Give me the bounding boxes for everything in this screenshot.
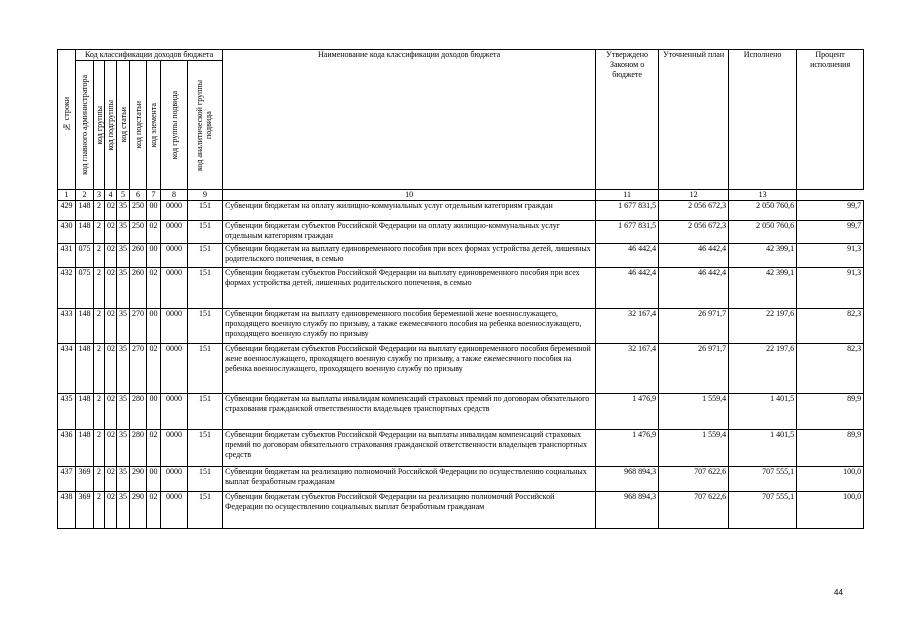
row-number: 432 xyxy=(58,268,76,309)
execution-percent: 99,7 xyxy=(797,201,864,221)
table-row xyxy=(58,344,864,394)
column-number: 3 xyxy=(94,190,105,201)
executed-amount: 2 050 760,6 xyxy=(729,201,797,221)
element-code: 02 xyxy=(147,344,161,394)
subgroup-code: 02 xyxy=(105,394,117,430)
header-article: код статьи xyxy=(118,107,128,143)
subarticle-code: 290 xyxy=(130,467,147,492)
article-code: 35 xyxy=(117,430,130,467)
approved-amount: 32 167,4 xyxy=(596,309,659,344)
subgroup-code: 02 xyxy=(105,268,117,309)
admin-code: 075 xyxy=(76,244,94,268)
row-number: 433 xyxy=(58,309,76,344)
revenue-name: Субвенции бюджетам субъектов Российской Федерации на выплаты инвалидам компенсаций страховых премий по договорам обязательного страхования гражданской ответственности владельцев транспортных средств xyxy=(223,430,596,467)
executed-amount: 22 197,6 xyxy=(729,309,797,344)
column-number: 13 xyxy=(729,190,797,201)
refined-plan-amount: 1 559,4 xyxy=(659,430,729,467)
header-subarticle-cell xyxy=(130,61,147,190)
refined-plan-amount: 26 971,7 xyxy=(659,309,729,344)
article-code: 35 xyxy=(117,201,130,221)
element-code: 00 xyxy=(147,309,161,344)
subgroup-code: 02 xyxy=(105,221,117,244)
header-name: Наименование кода классификации доходов бюджета xyxy=(223,50,596,190)
analytic-code: 151 xyxy=(188,221,223,244)
analytic-code: 151 xyxy=(188,268,223,309)
executed-amount: 22 197,6 xyxy=(729,344,797,394)
admin-code: 148 xyxy=(76,201,94,221)
article-code: 35 xyxy=(117,394,130,430)
analytic-code: 151 xyxy=(188,244,223,268)
table-row xyxy=(58,467,864,492)
column-number: 7 xyxy=(147,190,161,201)
article-code: 35 xyxy=(117,244,130,268)
column-number: 10 xyxy=(223,190,596,201)
admin-code: 369 xyxy=(76,467,94,492)
refined-plan-amount: 2 056 672,3 xyxy=(659,221,729,244)
subgroup-code: 02 xyxy=(105,467,117,492)
revenue-name: Субвенции бюджетам на выплаты инвалидам компенсаций страховых премий по договорам обязательного страхования гражданской ответственности владельцев транспортных средств xyxy=(223,394,596,430)
subtype-group-code: 0000 xyxy=(161,268,188,309)
group-code: 2 xyxy=(94,467,105,492)
column-number: 4 xyxy=(105,190,117,201)
header-group-cell xyxy=(94,61,105,190)
header-admin-cell xyxy=(76,61,94,190)
header-percent: Процент исполнения xyxy=(797,50,864,190)
refined-plan-amount: 2 056 672,3 xyxy=(659,201,729,221)
table-row xyxy=(58,221,864,244)
admin-code: 148 xyxy=(76,394,94,430)
subgroup-code: 02 xyxy=(105,244,117,268)
header-refined: Уточненный план xyxy=(659,50,729,190)
subarticle-code: 290 xyxy=(130,492,147,529)
approved-amount: 1 677 831,5 xyxy=(596,221,659,244)
element-code: 00 xyxy=(147,467,161,492)
article-code: 35 xyxy=(117,268,130,309)
execution-percent: 99,7 xyxy=(797,221,864,244)
group-code: 2 xyxy=(94,394,105,430)
element-code: 02 xyxy=(147,492,161,529)
subtype-group-code: 0000 xyxy=(161,467,188,492)
table-row xyxy=(58,268,864,309)
group-code: 2 xyxy=(94,344,105,394)
refined-plan-amount: 707 622,6 xyxy=(659,492,729,529)
group-code: 2 xyxy=(94,430,105,467)
execution-percent: 100,0 xyxy=(797,467,864,492)
executed-amount: 707 555,1 xyxy=(729,467,797,492)
execution-percent: 91,3 xyxy=(797,244,864,268)
element-code: 02 xyxy=(147,430,161,467)
executed-amount: 42 399,1 xyxy=(729,244,797,268)
row-number: 436 xyxy=(58,430,76,467)
executed-amount: 1 401,5 xyxy=(729,430,797,467)
admin-code: 075 xyxy=(76,268,94,309)
article-code: 35 xyxy=(117,492,130,529)
analytic-code: 151 xyxy=(188,394,223,430)
refined-plan-amount: 1 559,4 xyxy=(659,394,729,430)
header-article-cell xyxy=(117,61,130,190)
revenue-name: Субвенции бюджетам на оплату жилищно-коммунальных услуг отдельным категориям граждан xyxy=(223,201,596,221)
article-code: 35 xyxy=(117,467,130,492)
table-row xyxy=(58,492,864,529)
subarticle-code: 250 xyxy=(130,201,147,221)
refined-plan-amount: 46 442,4 xyxy=(659,268,729,309)
header-approved: Утверждено Законом о бюджете xyxy=(596,50,659,190)
group-code: 2 xyxy=(94,201,105,221)
revenue-name: Субвенции бюджетам субъектов Российской Федерации на выплату единовременного пособия при всех формах устройства детей, лишенных родительского попечения, в семью xyxy=(223,268,596,309)
approved-amount: 46 442,4 xyxy=(596,268,659,309)
column-number: 12 xyxy=(659,190,729,201)
table-row xyxy=(58,244,864,268)
subarticle-code: 260 xyxy=(130,268,147,309)
refined-plan-amount: 707 622,6 xyxy=(659,467,729,492)
execution-percent: 82,3 xyxy=(797,344,864,394)
table-row xyxy=(58,430,864,467)
revenue-name: Субвенции бюджетам субъектов Российской Федерации на реализацию полномочий Российской Федерации по осуществлению социальных выплат безработным гражданам xyxy=(223,492,596,529)
revenue-name: Субвенции бюджетам на реализацию полномочий Российской Федерации по осуществлению социальных выплат безработным гражданам xyxy=(223,467,596,492)
article-code: 35 xyxy=(117,221,130,244)
group-code: 2 xyxy=(94,268,105,309)
refined-plan-amount: 46 442,4 xyxy=(659,244,729,268)
admin-code: 148 xyxy=(76,344,94,394)
column-number: 9 xyxy=(188,190,223,201)
revenue-name: Субвенции бюджетам субъектов Российской Федерации на выплату единовременного пособия беременной жене военнослужащего, проходящего военную службу по призыву, а также ежемесячного пособия на ребенка военнослужащего, проходящего военную службу по призыву xyxy=(223,344,596,394)
page-number: 44 xyxy=(834,588,843,597)
execution-percent: 91,3 xyxy=(797,268,864,309)
table-row xyxy=(58,201,864,221)
column-number: 6 xyxy=(130,190,147,201)
header-subtype-group: код группы подвида xyxy=(169,90,179,160)
admin-code: 148 xyxy=(76,309,94,344)
group-code: 2 xyxy=(94,221,105,244)
row-number: 434 xyxy=(58,344,76,394)
approved-amount: 968 894,3 xyxy=(596,492,659,529)
column-number: 5 xyxy=(117,190,130,201)
column-number: 8 xyxy=(161,190,188,201)
group-code: 2 xyxy=(94,492,105,529)
subarticle-code: 270 xyxy=(130,309,147,344)
admin-code: 148 xyxy=(76,430,94,467)
header-row-no-cell xyxy=(58,50,76,190)
column-numbers-row xyxy=(58,190,864,201)
executed-amount: 42 399,1 xyxy=(729,268,797,309)
row-number: 429 xyxy=(58,201,76,221)
header-subarticle: код подстатьи xyxy=(133,101,143,149)
row-number: 430 xyxy=(58,221,76,244)
header-subgroup-cell xyxy=(105,61,117,190)
header-classification-group: Код классификации доходов бюджета xyxy=(76,50,223,61)
subarticle-code: 260 xyxy=(130,244,147,268)
admin-code: 148 xyxy=(76,221,94,244)
executed-amount: 1 401,5 xyxy=(729,394,797,430)
subtype-group-code: 0000 xyxy=(161,430,188,467)
subtype-group-code: 0000 xyxy=(161,344,188,394)
approved-amount: 1 476,9 xyxy=(596,394,659,430)
subarticle-code: 280 xyxy=(130,394,147,430)
header-element-cell xyxy=(147,61,161,190)
header-executed: Исполнено xyxy=(729,50,797,190)
row-number: 438 xyxy=(58,492,76,529)
approved-amount: 968 894,3 xyxy=(596,467,659,492)
subarticle-code: 270 xyxy=(130,344,147,394)
element-code: 00 xyxy=(147,394,161,430)
group-code: 2 xyxy=(94,244,105,268)
revenue-name: Субвенции бюджетам на выплату единовременного пособия беременной жене военнослужащего, проходящего военную службу по призыву, а также ежемесячного пособия на ребенка военнослужащего, проходящего военную службу по призыву xyxy=(223,309,596,344)
column-number: 11 xyxy=(596,190,659,201)
approved-amount: 1 476,9 xyxy=(596,430,659,467)
execution-percent: 82,3 xyxy=(797,309,864,344)
header-analytic-cell xyxy=(188,61,223,190)
subtype-group-code: 0000 xyxy=(161,309,188,344)
subtype-group-code: 0000 xyxy=(161,244,188,268)
executed-amount: 2 050 760,6 xyxy=(729,221,797,244)
execution-percent: 89,9 xyxy=(797,430,864,467)
group-code: 2 xyxy=(94,309,105,344)
subgroup-code: 02 xyxy=(105,201,117,221)
header-row-no: № строки xyxy=(62,96,71,132)
subarticle-code: 280 xyxy=(130,430,147,467)
article-code: 35 xyxy=(117,344,130,394)
subtype-group-code: 0000 xyxy=(161,492,188,529)
column-number: 2 xyxy=(76,190,94,201)
approved-amount: 1 677 831,5 xyxy=(596,201,659,221)
execution-percent: 89,9 xyxy=(797,394,864,430)
analytic-code: 151 xyxy=(188,467,223,492)
subgroup-code: 02 xyxy=(105,309,117,344)
header-analytic: код аналитической группы подвида xyxy=(195,79,214,171)
analytic-code: 151 xyxy=(188,309,223,344)
revenue-name: Субвенции бюджетам субъектов Российской Федерации на оплату жилищно-коммунальных услуг отдельным категориям граждан xyxy=(223,221,596,244)
subgroup-code: 02 xyxy=(105,344,117,394)
article-code: 35 xyxy=(117,309,130,344)
header-group: код группы xyxy=(94,105,104,145)
element-code: 02 xyxy=(147,221,161,244)
approved-amount: 46 442,4 xyxy=(596,244,659,268)
approved-amount: 32 167,4 xyxy=(596,344,659,394)
element-code: 00 xyxy=(147,201,161,221)
row-number: 435 xyxy=(58,394,76,430)
analytic-code: 151 xyxy=(188,344,223,394)
table-row xyxy=(58,309,864,344)
subtype-group-code: 0000 xyxy=(161,394,188,430)
column-number: 1 xyxy=(58,190,76,201)
analytic-code: 151 xyxy=(188,201,223,221)
subarticle-code: 250 xyxy=(130,221,147,244)
executed-amount: 707 555,1 xyxy=(729,492,797,529)
row-number: 431 xyxy=(58,244,76,268)
execution-percent: 100,0 xyxy=(797,492,864,529)
subgroup-code: 02 xyxy=(105,430,117,467)
revenue-name: Субвенции бюджетам на выплату единовременного пособия при всех формах устройства детей, лишенных родительского попечения, в семью xyxy=(223,244,596,268)
subtype-group-code: 0000 xyxy=(161,201,188,221)
header-subgroup: код подгруппы xyxy=(106,99,115,151)
admin-code: 369 xyxy=(76,492,94,529)
analytic-code: 151 xyxy=(188,430,223,467)
row-number: 437 xyxy=(58,467,76,492)
refined-plan-amount: 26 971,7 xyxy=(659,344,729,394)
table-row xyxy=(58,394,864,430)
header-admin: код главного администратора xyxy=(80,75,89,175)
budget-revenue-table xyxy=(57,49,864,529)
subtype-group-code: 0000 xyxy=(161,221,188,244)
header-element: код элемента xyxy=(149,102,158,148)
subgroup-code: 02 xyxy=(105,492,117,529)
analytic-code: 151 xyxy=(188,492,223,529)
element-code: 02 xyxy=(147,268,161,309)
header-subtype-group-cell xyxy=(161,61,188,190)
element-code: 00 xyxy=(147,244,161,268)
